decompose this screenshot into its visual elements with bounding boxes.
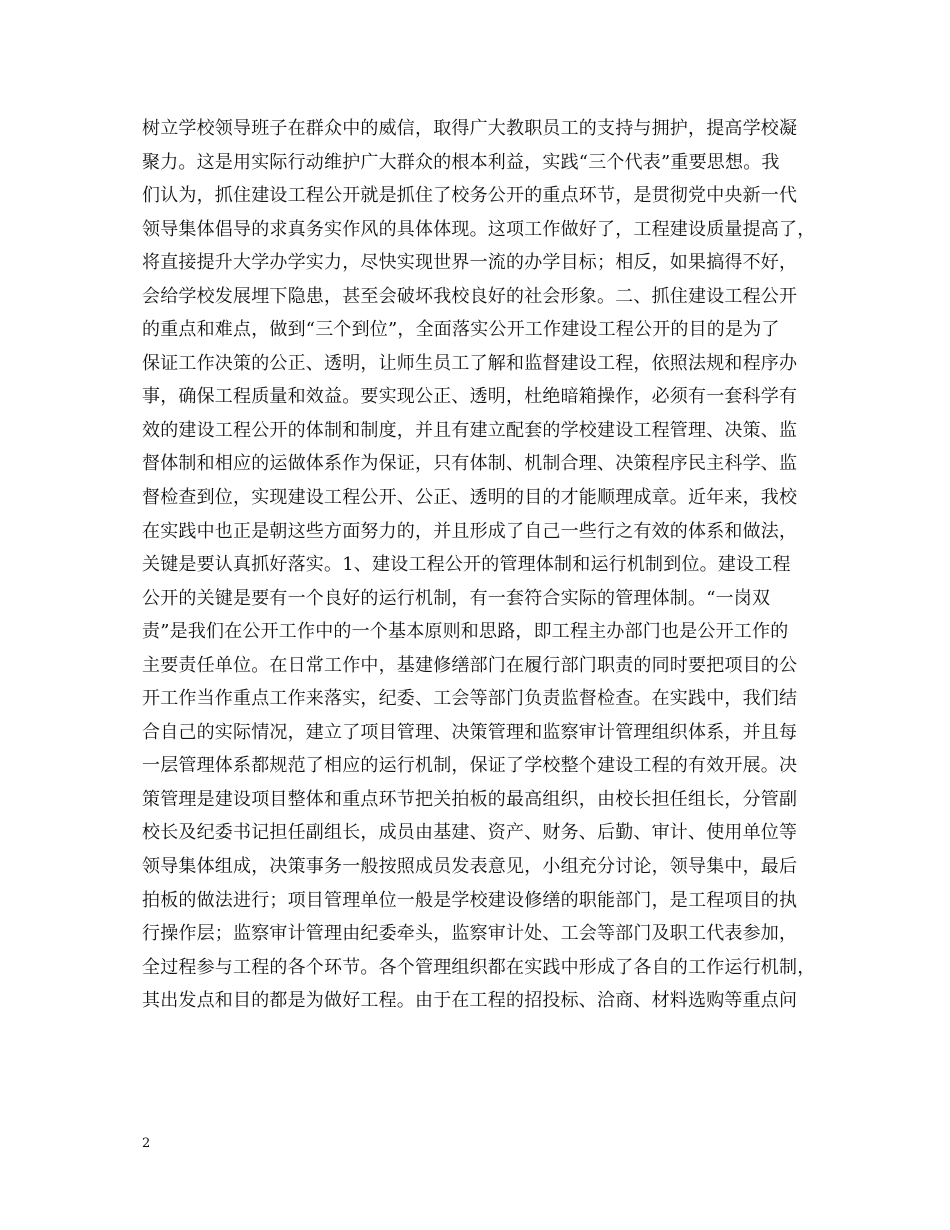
text-line: 保证工作决策的公正、透明，让师生员工了解和监督建设工程，依照法规和程序办 — [142, 352, 798, 374]
text-line: 校长及纪委书记担任副组长，成员由基建、资产、财务、后勤、审计、使用单位等 — [142, 822, 798, 844]
text-line: 其出发点和目的都是为做好工程。由于在工程的招投标、洽商、材料选购等重点问 — [142, 990, 798, 1012]
text-line: 领导集体倡导的求真务实作风的具体体现。这项工作做好了，工程建设质量提高了， — [142, 218, 816, 240]
text-line: 事，确保工程质量和效益。要实现公正、透明，杜绝暗箱操作，必须有一套科学有 — [142, 386, 798, 408]
text-line: 行操作层；监察审计管理由纪委牵头，监察审计处、工会等部门及职工代表参加， — [142, 923, 798, 945]
text-line: 们认为，抓住建设工程公开就是抓住了校务公开的重点环节，是贯彻党中央新一代 — [142, 185, 798, 207]
text-line: 督体制和相应的运做体系作为保证，只有体制、机制合理、决策程序民主科学、监 — [142, 453, 798, 475]
text-line: 领导集体组成，决策事务一般按照成员发表意见，小组充分讨论，领导集中，最后 — [142, 856, 798, 878]
text-line: 责”是我们在公开工作中的一个基本原则和思路，即工程主办部门也是公开工作的 — [142, 621, 789, 643]
text-line: 聚力。这是用实际行动维护广大群众的根本利益，实践“三个代表”重要思想。我 — [142, 151, 780, 173]
text-line: 会给学校发展埋下隐患，甚至会破坏我校良好的社会形象。二、抓住建设工程公开 — [142, 285, 798, 307]
text-line: 的重点和难点，做到“三个到位”，全面落实公开工作建设工程公开的目的是为了 — [142, 319, 780, 341]
text-line: 开工作当作重点工作来落实，纪委、工会等部门负责监督检查。在实践中，我们结 — [142, 688, 798, 710]
body-text — [142, 112, 842, 1018]
text-line: 在实践中也正是朝这些方面努力的，并且形成了自己一些行之有效的体系和做法， — [142, 520, 798, 542]
text-line: 关键是要认真抓好落实。1、建设工程公开的管理体制和运行机制到位。建设工程 — [142, 554, 791, 576]
text-line: 树立学校领导班子在群众中的威信，取得广大教职员工的支持与拥护，提高学校凝 — [142, 118, 798, 139]
page-number: 2 — [142, 1136, 151, 1151]
text-line: 效的建设工程公开的体制和制度，并且有建立配套的学校建设工程管理、决策、监 — [142, 419, 798, 441]
text-line: 一层管理体系都规范了相应的运行机制，保证了学校整个建设工程的有效开展。决 — [142, 755, 798, 777]
text-line: 主要责任单位。在日常工作中，基建修缮部门在履行部门职责的同时要把项目的公 — [142, 654, 798, 676]
text-line: 策管理是建设项目整体和重点环节把关拍板的最高组织，由校长担任组长，分管副 — [142, 788, 798, 810]
text-line: 全过程参与工程的各个环节。各个管理组织都在实践中形成了各自的工作运行机制， — [142, 956, 816, 978]
text-line: 将直接提升大学办学实力，尽快实现世界一流的办学目标；相反，如果搞得不好， — [142, 252, 798, 274]
text-line: 督检查到位，实现建设工程公开、公正、透明的目的才能顺理成章。近年来，我校 — [142, 487, 798, 509]
text-line: 公开的关键是要有一个良好的运行机制，有一套符合实际的管理体制。“一岗双 — [142, 587, 771, 609]
text-line: 拍板的做法进行；项目管理单位一般是学校建设修缮的职能部门，是工程项目的执 — [142, 889, 798, 911]
text-line: 合自己的实际情况，建立了项目管理、决策管理和监察审计管理组织体系，并且每 — [142, 721, 798, 743]
